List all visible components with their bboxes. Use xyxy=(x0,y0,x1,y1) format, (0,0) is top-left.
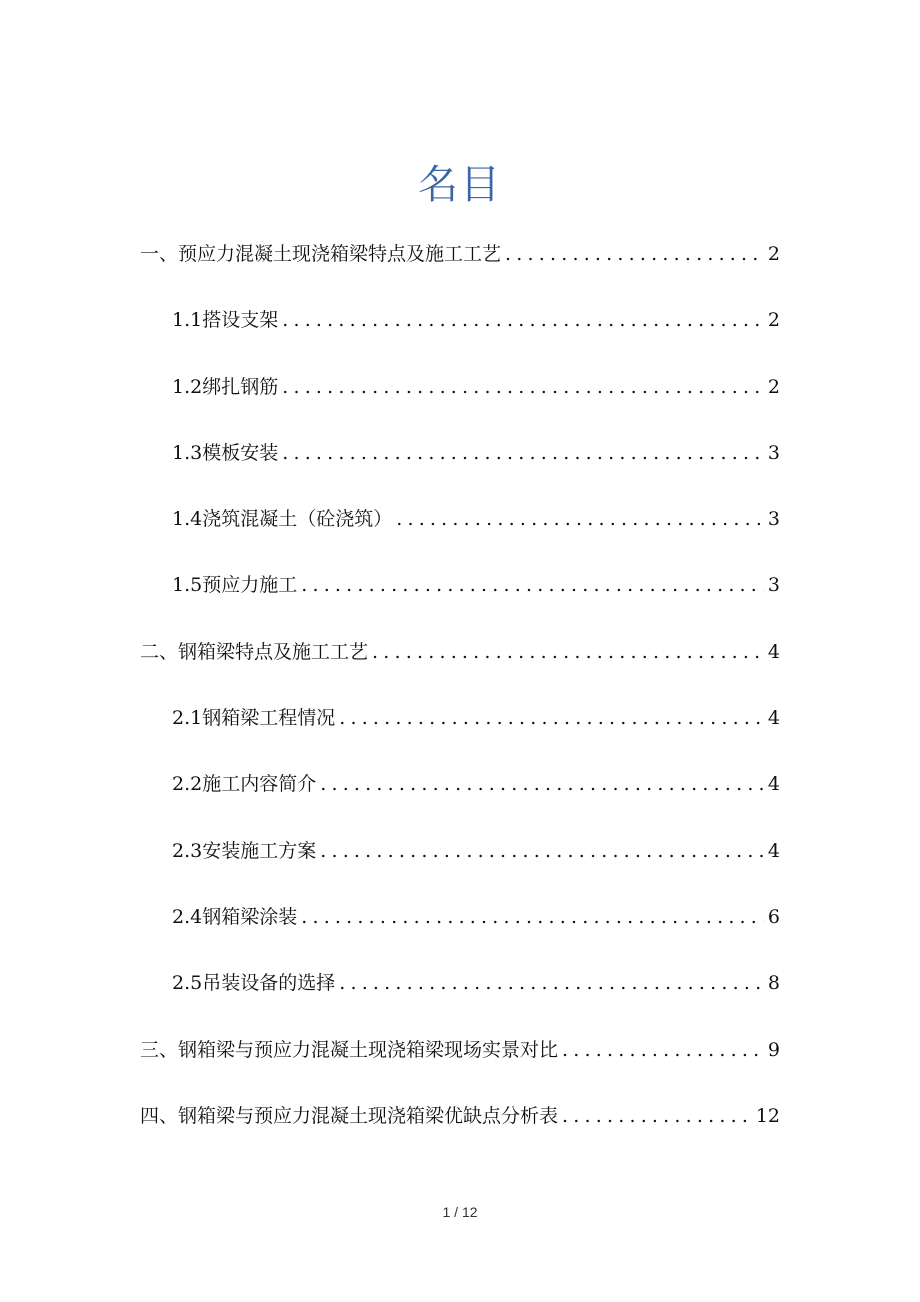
toc-entry-label: 2.2施工内容简介 xyxy=(172,773,317,796)
toc-page-number: 4 xyxy=(767,773,780,796)
toc-entry[interactable] xyxy=(140,1083,780,1149)
toc-dot-leader xyxy=(301,552,764,618)
table-of-contents xyxy=(140,221,780,1149)
toc-page-number: 9 xyxy=(767,1038,780,1061)
toc-entry-label: 1.5预应力施工 xyxy=(172,574,298,597)
toc-entry[interactable] xyxy=(140,884,780,950)
toc-entry[interactable] xyxy=(140,950,780,1016)
toc-dot-leader xyxy=(301,884,764,950)
toc-dot-leader xyxy=(320,751,764,817)
toc-entry-label: 二、钢箱梁特点及施工工艺 xyxy=(140,640,369,663)
toc-page-number: 12 xyxy=(755,1104,780,1127)
toc-entry[interactable] xyxy=(140,287,780,353)
toc-page-number: 4 xyxy=(767,640,780,663)
toc-page-number: 4 xyxy=(767,839,780,862)
toc-page-number: 3 xyxy=(767,508,780,531)
toc-entry-label: 2.5吊装设备的选择 xyxy=(172,972,336,995)
toc-title: 名目 xyxy=(418,162,502,208)
toc-entry-label: 四、钢箱梁与预应力混凝土现浇箱梁优缺点分析表 xyxy=(140,1104,559,1127)
toc-entry[interactable] xyxy=(140,552,780,618)
toc-entry-label: 三、钢箱梁与预应力混凝土现浇箱梁现场实景对比 xyxy=(140,1038,559,1061)
toc-dot-leader xyxy=(339,950,764,1016)
toc-dot-leader xyxy=(562,1017,764,1083)
toc-entry-label: 1.4浇筑混凝土（砼浇筑） xyxy=(172,508,393,531)
toc-entry[interactable] xyxy=(140,486,780,552)
toc-entry-label: 2.4钢箱梁涂装 xyxy=(172,905,298,928)
toc-entry-label: 2.3安装施工方案 xyxy=(172,839,317,862)
toc-page-number: 2 xyxy=(767,309,780,332)
toc-dot-leader xyxy=(282,287,764,353)
page-indicator: 1 / 12 xyxy=(442,1204,478,1220)
toc-entry[interactable] xyxy=(140,619,780,685)
toc-page-number: 3 xyxy=(767,441,780,464)
toc-page-number: 6 xyxy=(767,905,780,928)
toc-dot-leader xyxy=(320,818,764,884)
toc-entry[interactable] xyxy=(140,1017,780,1083)
toc-page-number: 4 xyxy=(767,707,780,730)
toc-dot-leader xyxy=(282,354,764,420)
toc-dot-leader xyxy=(339,685,764,751)
toc-entry[interactable] xyxy=(140,420,780,486)
toc-entry[interactable] xyxy=(140,221,780,287)
toc-dot-leader xyxy=(282,420,764,486)
toc-page-number: 8 xyxy=(767,972,780,995)
toc-entry-label: 一、预应力混凝土现浇箱梁特点及施工工艺 xyxy=(140,243,502,265)
toc-entry[interactable] xyxy=(140,818,780,884)
toc-dot-leader xyxy=(396,486,764,552)
toc-page-number: 2 xyxy=(767,375,780,398)
toc-entry-label: 2.1钢箱梁工程情况 xyxy=(172,707,336,730)
toc-page-number: 3 xyxy=(767,574,780,597)
toc-page-number: 2 xyxy=(767,243,780,265)
toc-entry-label: 1.1搭设支架 xyxy=(172,309,279,332)
toc-dot-leader xyxy=(562,1083,752,1149)
toc-dot-leader xyxy=(372,619,764,685)
toc-entry-label: 1.3模板安装 xyxy=(172,441,279,464)
toc-entry-label: 1.2绑扎钢筋 xyxy=(172,375,279,398)
toc-entry[interactable] xyxy=(140,685,780,751)
toc-entry[interactable] xyxy=(140,354,780,420)
toc-dot-leader xyxy=(505,221,764,287)
toc-entry[interactable] xyxy=(140,751,780,817)
